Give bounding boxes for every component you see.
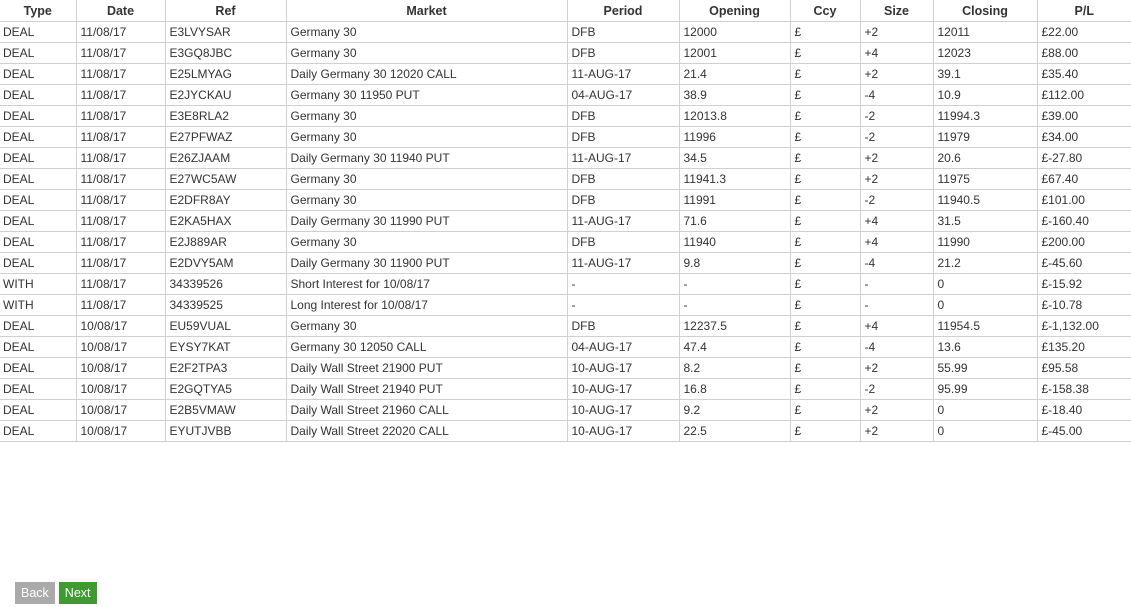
column-header-ccy: Ccy [790,0,860,22]
cell-opening: - [679,274,790,295]
cell-pl: £-45.00 [1037,421,1131,442]
cell-closing: 11954.5 [933,316,1037,337]
cell-period: 11-AUG-17 [567,211,679,232]
cell-type: DEAL [0,127,76,148]
cell-period: DFB [567,106,679,127]
cell-ref: E2B5VMAW [165,400,286,421]
cell-ref: E2GQTYA5 [165,379,286,400]
column-header-market: Market [286,0,567,22]
cell-date: 10/08/17 [76,421,165,442]
cell-period: 10-AUG-17 [567,400,679,421]
cell-market: Daily Germany 30 11990 PUT [286,211,567,232]
pagination-bar [15,582,97,604]
cell-date: 10/08/17 [76,379,165,400]
cell-closing: 0 [933,274,1037,295]
next-button[interactable]: Next [59,582,97,604]
cell-date: 11/08/17 [76,211,165,232]
cell-market: Germany 30 [286,106,567,127]
cell-closing: 31.5 [933,211,1037,232]
cell-pl: £35.40 [1037,64,1131,85]
cell-pl: £88.00 [1037,43,1131,64]
cell-ref: 34339526 [165,274,286,295]
cell-ccy: £ [790,22,860,43]
cell-ref: E2KA5HAX [165,211,286,232]
cell-period: 11-AUG-17 [567,148,679,169]
cell-ccy: £ [790,127,860,148]
cell-type: DEAL [0,421,76,442]
cell-size: +2 [860,421,933,442]
cell-pl: £-27.80 [1037,148,1131,169]
cell-size: +2 [860,400,933,421]
cell-ccy: £ [790,64,860,85]
cell-ref: E2DFR8AY [165,190,286,211]
table-header [0,0,1131,22]
cell-pl: £-18.40 [1037,400,1131,421]
cell-ccy: £ [790,232,860,253]
table-row [0,127,1131,148]
cell-market: Germany 30 11950 PUT [286,85,567,106]
cell-closing: 21.2 [933,253,1037,274]
cell-type: DEAL [0,379,76,400]
cell-opening: 9.8 [679,253,790,274]
cell-date: 11/08/17 [76,295,165,316]
table-row [0,148,1131,169]
table-row [0,169,1131,190]
cell-period: DFB [567,169,679,190]
cell-ref: E2DVY5AM [165,253,286,274]
cell-opening: 8.2 [679,358,790,379]
cell-closing: 11975 [933,169,1037,190]
cell-opening: 11941.3 [679,169,790,190]
cell-period: 04-AUG-17 [567,85,679,106]
cell-ref: E3E8RLA2 [165,106,286,127]
cell-date: 11/08/17 [76,253,165,274]
cell-pl: £22.00 [1037,22,1131,43]
cell-opening: 21.4 [679,64,790,85]
cell-type: DEAL [0,85,76,106]
table-row [0,421,1131,442]
cell-pl: £-158.38 [1037,379,1131,400]
cell-closing: 12011 [933,22,1037,43]
cell-pl: £-160.40 [1037,211,1131,232]
cell-period: DFB [567,43,679,64]
cell-ref: E27WC5AW [165,169,286,190]
cell-ccy: £ [790,190,860,211]
cell-opening: 16.8 [679,379,790,400]
cell-type: DEAL [0,169,76,190]
column-header-date: Date [76,0,165,22]
cell-period: DFB [567,232,679,253]
cell-date: 11/08/17 [76,106,165,127]
table-row [0,85,1131,106]
cell-period: DFB [567,127,679,148]
cell-ccy: £ [790,43,860,64]
cell-ccy: £ [790,316,860,337]
table-row [0,22,1131,43]
cell-ref: E2F2TPA3 [165,358,286,379]
cell-pl: £-45.60 [1037,253,1131,274]
table-row [0,190,1131,211]
cell-size: -4 [860,85,933,106]
cell-pl: £39.00 [1037,106,1131,127]
cell-market: Germany 30 [286,22,567,43]
cell-closing: 11979 [933,127,1037,148]
cell-type: DEAL [0,211,76,232]
cell-size: +4 [860,232,933,253]
cell-market: Daily Germany 30 11940 PUT [286,148,567,169]
cell-closing: 39.1 [933,64,1037,85]
cell-period: DFB [567,190,679,211]
cell-period: - [567,274,679,295]
cell-market: Germany 30 [286,316,567,337]
cell-pl: £200.00 [1037,232,1131,253]
cell-type: WITH [0,295,76,316]
cell-ref: EU59VUAL [165,316,286,337]
cell-market: Long Interest for 10/08/17 [286,295,567,316]
cell-period: 11-AUG-17 [567,64,679,85]
cell-period: 10-AUG-17 [567,358,679,379]
cell-ref: EYSY7KAT [165,337,286,358]
cell-ref: E27PFWAZ [165,127,286,148]
cell-period: 10-AUG-17 [567,379,679,400]
cell-size: +2 [860,64,933,85]
cell-size: -2 [860,127,933,148]
cell-type: WITH [0,274,76,295]
column-header-ref: Ref [165,0,286,22]
table-row [0,106,1131,127]
column-header-size: Size [860,0,933,22]
cell-ccy: £ [790,85,860,106]
cell-market: Daily Wall Street 21940 PUT [286,379,567,400]
cell-size: +2 [860,169,933,190]
cell-date: 11/08/17 [76,169,165,190]
cell-size: - [860,295,933,316]
cell-type: DEAL [0,337,76,358]
cell-type: DEAL [0,148,76,169]
cell-pl: £95.58 [1037,358,1131,379]
cell-opening: 38.9 [679,85,790,106]
cell-type: DEAL [0,316,76,337]
cell-closing: 11990 [933,232,1037,253]
cell-opening: 11940 [679,232,790,253]
cell-ccy: £ [790,148,860,169]
cell-pl: £135.20 [1037,337,1131,358]
cell-date: 11/08/17 [76,190,165,211]
table-body [0,22,1131,442]
cell-period: DFB [567,316,679,337]
table-row [0,337,1131,358]
cell-opening: 11996 [679,127,790,148]
column-header-pl: P/L [1037,0,1131,22]
cell-period: 10-AUG-17 [567,421,679,442]
cell-type: DEAL [0,232,76,253]
cell-market: Germany 30 12050 CALL [286,337,567,358]
cell-ccy: £ [790,295,860,316]
cell-market: Daily Germany 30 11900 PUT [286,253,567,274]
cell-type: DEAL [0,190,76,211]
cell-ccy: £ [790,358,860,379]
table-row [0,232,1131,253]
cell-date: 11/08/17 [76,148,165,169]
cell-market: Germany 30 [286,190,567,211]
cell-opening: - [679,295,790,316]
cell-opening: 11991 [679,190,790,211]
header-row [0,0,1131,22]
cell-ref: E2J889AR [165,232,286,253]
cell-market: Germany 30 [286,127,567,148]
cell-type: DEAL [0,64,76,85]
table-row [0,358,1131,379]
cell-market: Daily Wall Street 21900 PUT [286,358,567,379]
cell-size: +2 [860,358,933,379]
cell-ccy: £ [790,106,860,127]
cell-size: -2 [860,379,933,400]
cell-closing: 12023 [933,43,1037,64]
table-row [0,295,1131,316]
cell-ref: E2JYCKAU [165,85,286,106]
cell-date: 10/08/17 [76,337,165,358]
cell-market: Germany 30 [286,43,567,64]
cell-date: 10/08/17 [76,358,165,379]
cell-pl: £112.00 [1037,85,1131,106]
cell-type: DEAL [0,106,76,127]
cell-type: DEAL [0,400,76,421]
cell-type: DEAL [0,43,76,64]
cell-ref: E3GQ8JBC [165,43,286,64]
cell-size: -4 [860,337,933,358]
cell-opening: 71.6 [679,211,790,232]
cell-size: - [860,274,933,295]
cell-type: DEAL [0,358,76,379]
cell-ref: E3LVYSAR [165,22,286,43]
cell-ref: EYUTJVBB [165,421,286,442]
cell-closing: 20.6 [933,148,1037,169]
cell-closing: 11940.5 [933,190,1037,211]
cell-ref: E25LMYAG [165,64,286,85]
cell-opening: 12000 [679,22,790,43]
cell-closing: 95.99 [933,379,1037,400]
cell-closing: 0 [933,421,1037,442]
cell-ccy: £ [790,421,860,442]
cell-period: 04-AUG-17 [567,337,679,358]
cell-pl: £101.00 [1037,190,1131,211]
cell-ref: E26ZJAAM [165,148,286,169]
cell-ccy: £ [790,274,860,295]
cell-market: Germany 30 [286,169,567,190]
column-header-type: Type [0,0,76,22]
cell-period: DFB [567,22,679,43]
cell-date: 11/08/17 [76,22,165,43]
cell-closing: 0 [933,295,1037,316]
table-row [0,274,1131,295]
cell-type: DEAL [0,253,76,274]
cell-size: +4 [860,43,933,64]
cell-market: Short Interest for 10/08/17 [286,274,567,295]
cell-date: 11/08/17 [76,232,165,253]
column-header-period: Period [567,0,679,22]
back-button[interactable]: Back [15,582,55,604]
cell-size: +4 [860,316,933,337]
cell-date: 11/08/17 [76,274,165,295]
cell-ccy: £ [790,379,860,400]
cell-ccy: £ [790,169,860,190]
cell-size: -2 [860,106,933,127]
column-header-opening: Opening [679,0,790,22]
cell-date: 11/08/17 [76,43,165,64]
cell-size: +2 [860,148,933,169]
cell-market: Germany 30 [286,232,567,253]
cell-ccy: £ [790,253,860,274]
cell-ccy: £ [790,211,860,232]
cell-size: -4 [860,253,933,274]
cell-opening: 12013.8 [679,106,790,127]
table-row [0,43,1131,64]
cell-date: 11/08/17 [76,85,165,106]
table-row [0,379,1131,400]
cell-type: DEAL [0,22,76,43]
cell-date: 10/08/17 [76,400,165,421]
cell-opening: 34.5 [679,148,790,169]
cell-pl: £34.00 [1037,127,1131,148]
cell-ccy: £ [790,337,860,358]
cell-opening: 47.4 [679,337,790,358]
table-row [0,253,1131,274]
cell-opening: 12237.5 [679,316,790,337]
table-row [0,64,1131,85]
cell-pl: £-15.92 [1037,274,1131,295]
table-row [0,316,1131,337]
table-row [0,400,1131,421]
cell-market: Daily Wall Street 21960 CALL [286,400,567,421]
cell-market: Daily Germany 30 12020 CALL [286,64,567,85]
cell-opening: 9.2 [679,400,790,421]
table-row [0,211,1131,232]
cell-ccy: £ [790,400,860,421]
cell-closing: 0 [933,400,1037,421]
cell-date: 11/08/17 [76,127,165,148]
cell-date: 11/08/17 [76,64,165,85]
cell-size: -2 [860,190,933,211]
cell-closing: 10.9 [933,85,1037,106]
cell-pl: £67.40 [1037,169,1131,190]
cell-ref: 34339525 [165,295,286,316]
cell-size: +4 [860,211,933,232]
cell-closing: 11994.3 [933,106,1037,127]
cell-date: 10/08/17 [76,316,165,337]
cell-closing: 55.99 [933,358,1037,379]
cell-period: 11-AUG-17 [567,253,679,274]
cell-closing: 13.6 [933,337,1037,358]
cell-pl: £-10.78 [1037,295,1131,316]
cell-pl: £-1,132.00 [1037,316,1131,337]
column-header-closing: Closing [933,0,1037,22]
cell-period: - [567,295,679,316]
cell-opening: 12001 [679,43,790,64]
cell-opening: 22.5 [679,421,790,442]
cell-size: +2 [860,22,933,43]
cell-market: Daily Wall Street 22020 CALL [286,421,567,442]
